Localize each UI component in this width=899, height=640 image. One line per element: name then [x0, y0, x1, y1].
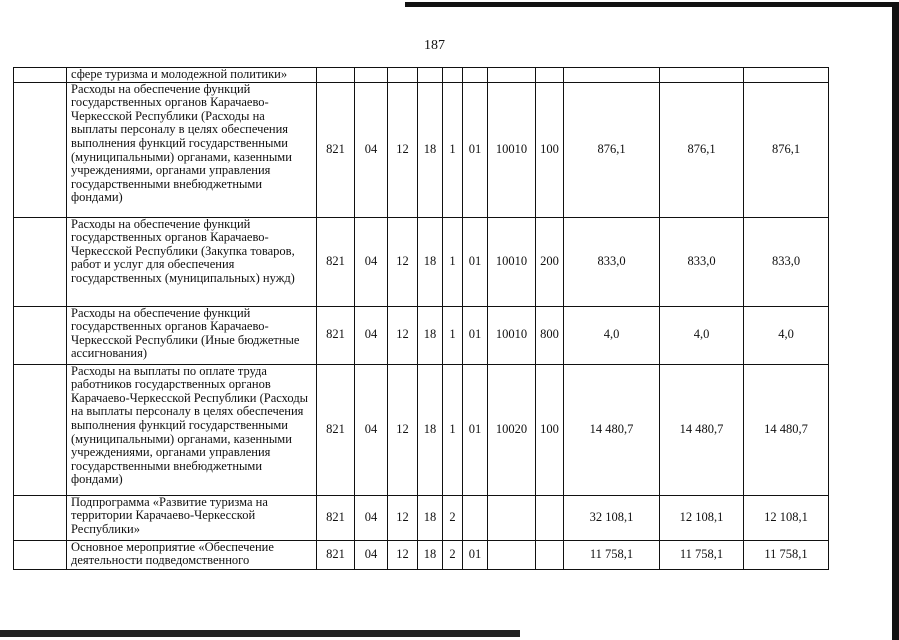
expense-type-code: 100: [536, 364, 564, 495]
sum-year-2: 833,0: [660, 217, 744, 306]
sum-year-3: 11 758,1: [744, 540, 829, 569]
table-row: [14, 68, 829, 83]
table-row: [14, 364, 829, 495]
expense-type-code: 100: [536, 82, 564, 217]
subsection-code: 12: [388, 495, 418, 540]
subsection-code: 12: [388, 540, 418, 569]
sum-year-3: 14 480,7: [744, 364, 829, 495]
sum-year-2: [660, 68, 744, 83]
sum-year-3: 876,1: [744, 82, 829, 217]
direction-code: [488, 495, 536, 540]
section-code: [355, 68, 388, 83]
event-code: [463, 495, 488, 540]
section-code: 04: [355, 217, 388, 306]
sum-year-1: 11 758,1: [564, 540, 660, 569]
admin-code: [317, 68, 355, 83]
program-code: 18: [418, 217, 443, 306]
admin-code: 821: [317, 495, 355, 540]
row-description: Подпрограмма «Развитие туризма на территории Карачаево-Черкесской Республики»: [67, 495, 317, 540]
row-description: Расходы на обеспечение функций государственных органов Карачаево-Черкесской Республики (Иные бюджетные ассигнования): [67, 306, 317, 364]
table-row: [14, 82, 829, 217]
sum-year-2: 12 108,1: [660, 495, 744, 540]
direction-code: 10010: [488, 217, 536, 306]
program-code: 18: [418, 495, 443, 540]
row-description: Расходы на выплаты по оплате труда работников государственных органов Карачаево-Черкесской Республики (Расходы на выплаты персоналу в целях обеспечения выполнения функций государственными (муниципальными) органами, казенными учреждениями, органами управления государственными внебюджетными фондами): [67, 364, 317, 495]
subprogram-code: 1: [443, 82, 463, 217]
row-index-cell: [14, 217, 67, 306]
subprogram-code: 1: [443, 306, 463, 364]
row-index-cell: [14, 68, 67, 83]
expense-type-code: [536, 540, 564, 569]
program-code: 18: [418, 306, 443, 364]
subsection-code: 12: [388, 217, 418, 306]
direction-code: [488, 540, 536, 569]
expense-type-code: [536, 495, 564, 540]
section-code: 04: [355, 540, 388, 569]
section-code: 04: [355, 82, 388, 217]
row-index-cell: [14, 540, 67, 569]
sum-year-2: 11 758,1: [660, 540, 744, 569]
row-index-cell: [14, 306, 67, 364]
direction-code: 10020: [488, 364, 536, 495]
table-row: [14, 495, 829, 540]
sum-year-3: 833,0: [744, 217, 829, 306]
row-index-cell: [14, 495, 67, 540]
sum-year-3: 4,0: [744, 306, 829, 364]
event-code: 01: [463, 217, 488, 306]
program-code: 18: [418, 540, 443, 569]
admin-code: 821: [317, 217, 355, 306]
direction-code: 10010: [488, 82, 536, 217]
subprogram-code: [443, 68, 463, 83]
row-index-cell: [14, 82, 67, 217]
admin-code: 821: [317, 364, 355, 495]
admin-code: 821: [317, 306, 355, 364]
admin-code: 821: [317, 540, 355, 569]
subprogram-code: 1: [443, 217, 463, 306]
sum-year-2: 14 480,7: [660, 364, 744, 495]
sum-year-1: 876,1: [564, 82, 660, 217]
direction-code: [488, 68, 536, 83]
scan-border-bottom: [0, 630, 520, 637]
sum-year-1: 32 108,1: [564, 495, 660, 540]
row-description: Основное мероприятие «Обеспечение деятельности подведомственного: [67, 540, 317, 569]
section-code: 04: [355, 495, 388, 540]
sum-year-1: 14 480,7: [564, 364, 660, 495]
program-code: [418, 68, 443, 83]
row-description: Расходы на обеспечение функций государственных органов Карачаево-Черкесской Республики (Закупка товаров, работ и услуг для обеспечения государственных (муниципальных) нужд): [67, 217, 317, 306]
event-code: 01: [463, 82, 488, 217]
program-code: 18: [418, 364, 443, 495]
expense-type-code: 800: [536, 306, 564, 364]
subprogram-code: 2: [443, 495, 463, 540]
sum-year-3: 12 108,1: [744, 495, 829, 540]
sum-year-1: [564, 68, 660, 83]
subsection-code: 12: [388, 306, 418, 364]
row-index-cell: [14, 364, 67, 495]
direction-code: 10010: [488, 306, 536, 364]
subsection-code: [388, 68, 418, 83]
scan-border-top: [405, 2, 899, 7]
sum-year-2: 4,0: [660, 306, 744, 364]
event-code: 01: [463, 306, 488, 364]
subprogram-code: 1: [443, 364, 463, 495]
row-description: сфере туризма и молодежной политики»: [67, 68, 317, 83]
sum-year-1: 833,0: [564, 217, 660, 306]
event-code: 01: [463, 540, 488, 569]
event-code: [463, 68, 488, 83]
sum-year-2: 876,1: [660, 82, 744, 217]
subsection-code: 12: [388, 82, 418, 217]
budget-table: [13, 67, 829, 570]
section-code: 04: [355, 364, 388, 495]
table-row: [14, 540, 829, 569]
sum-year-1: 4,0: [564, 306, 660, 364]
subsection-code: 12: [388, 364, 418, 495]
expense-type-code: 200: [536, 217, 564, 306]
subprogram-code: 2: [443, 540, 463, 569]
table-row: [14, 217, 829, 306]
page-number: 187: [424, 38, 445, 53]
admin-code: 821: [317, 82, 355, 217]
table-row: [14, 306, 829, 364]
sum-year-3: [744, 68, 829, 83]
row-description: Расходы на обеспечение функций государственных органов Карачаево-Черкесской Республики (Расходы на выплаты персоналу в целях обеспечения выполнения функций государственными (муниципальными) органами, казенными учреждениями, органами управления государственными внебюджетными фондами): [67, 82, 317, 217]
scan-border-right: [892, 2, 899, 640]
program-code: 18: [418, 82, 443, 217]
event-code: 01: [463, 364, 488, 495]
expense-type-code: [536, 68, 564, 83]
section-code: 04: [355, 306, 388, 364]
